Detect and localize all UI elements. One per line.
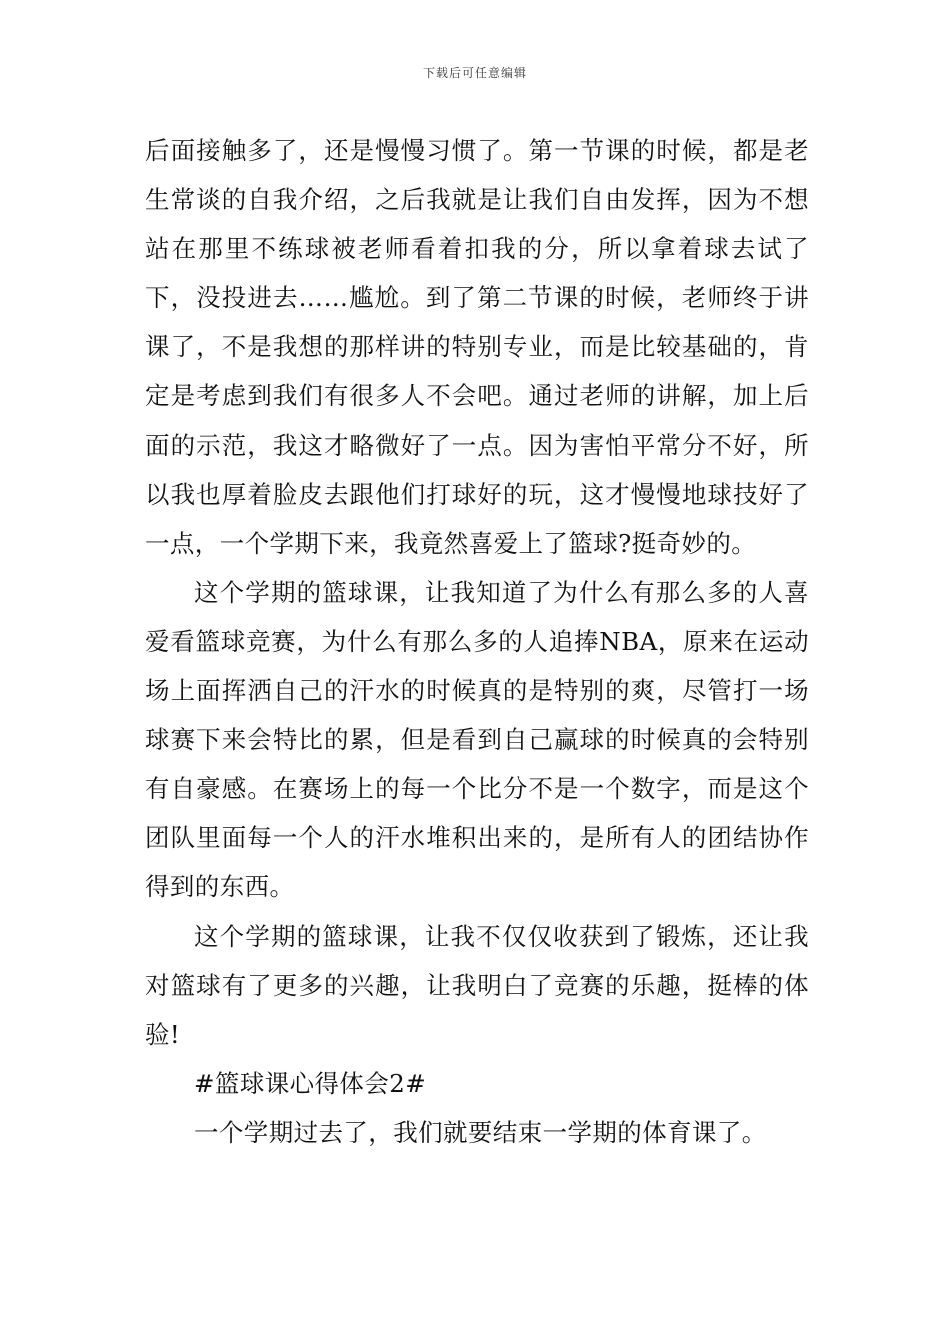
page-header: 下载后可任意编辑 [422,66,527,80]
section-heading: #篮球课心得体会2# [194,1068,427,1098]
paragraph-4: 一个学期过去了，我们就要结束一学期的体育课了。 [194,1117,767,1147]
document-body [145,126,809,1157]
paragraph-3: 这个学期的篮球课，让我不仅仅收获到了锻炼，还让我对篮球有了更多的兴趣，让我明白了竞赛的乐趣，挺棒的体验! [145,921,809,1049]
paragraph-1: 后面接触多了，还是慢慢习惯了。第一节课的时候，都是老生常谈的自我介绍，之后我就是让我们自由发挥，因为不想站在那里不练球被老师看着扣我的分，所以拿着球去试了下，没投进去……尴尬。到了第二节课的时候，老师终于讲课了，不是我想的那样讲的特别专业，而是比较基础的，肯定是考虑到我们有很多人不会吧。通过老师的讲解，加上后面的示范，我这才略微好了一点。因为害怕平常分不好，所以我也厚着脸皮去跟他们打球好的玩，这才慢慢地球技好了一点，一个学期下来，我竟然喜爱上了篮球?挺奇妙的。 [145,136,809,558]
paragraph-2: 这个学期的篮球课，让我知道了为什么有那么多的人喜爱看篮球竞赛，为什么有那么多的人追捧NBA，原来在运动场上面挥洒自己的汗水的时候真的是特别的爽，尽管打一场球赛下来会特比的累，但是看到自己赢球的时候真的会特别有自豪感。在赛场上的每一个比分不是一个数字，而是这个团队里面每一个人的汗水堆积出来的，是所有人的团结协作得到的东西。 [145,577,809,902]
